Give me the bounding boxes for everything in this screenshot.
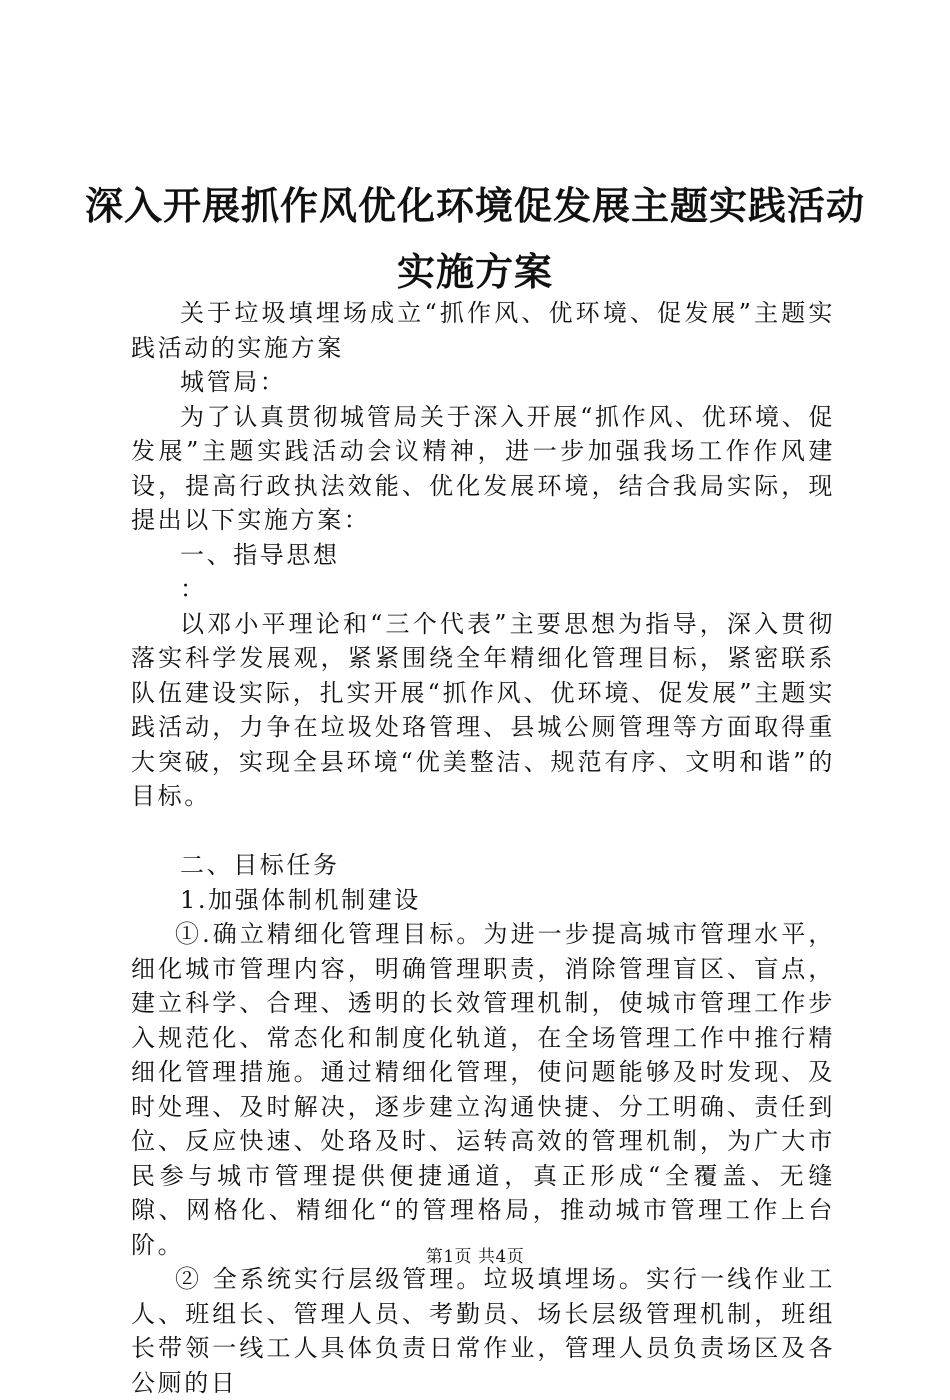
paragraph-spacer — [131, 814, 835, 849]
document-title-line1: 深入开展抓作风优化环境促发展主题实践活动 — [84, 183, 865, 228]
heading-goals-tasks: 二、目标任务 — [180, 851, 340, 879]
subheading-mechanism: 1.加强体制机制建设 — [180, 885, 421, 914]
paragraph-intro: 为了认真贯彻城管局关于深入开展“抓作风、优环境、促发展”主题实践活动会议精神，进一步加强我场工作作风建设，提高行政执法效能、优化发展环境，结合我局实际，现提出以下实施方案： — [131, 402, 835, 534]
document-body — [131, 296, 835, 1400]
paragraph-addressee: 城管局： — [180, 368, 287, 396]
paragraph-colon: ： — [180, 575, 207, 603]
paragraph-item-2: ② 全系统实行层级管理。垃圾填埋场。实行一线作业工人、班组长、管理人员、考勤员、场长层级管理机制，班组长带领一线工人具体负责日常作业，管理人员负责场区及各公厕的日 — [131, 1265, 835, 1397]
document-title-line2: 实施方案 — [396, 249, 553, 294]
page-footer: 第1页 共4页 — [425, 1247, 525, 1267]
paragraph-subject: 关于垃圾填埋场成立“抓作风、优环境、促发展”主题实践活动的实施方案 — [131, 299, 835, 362]
heading-guiding-ideology: 一、指导思想 — [180, 540, 340, 569]
paragraph-item-1: ①.确立精细化管理目标。为进一步提高城市管理水平，细化城市管理内容，明确管理职责，消除管理盲区、盲点，建立科学、合理、透明的长效管理机制，使城市管理工作步入规范化、常态化和制度化轨道，在全场管理工作中推行精细化管理措施。通过精细化管理，使问题能够及时发现、及时处理、及时解决，逐步建立沟通快捷、分工明确、责任到位、反应快速、处珞及时、运转高效的管理机制，为广大市民参与城市管理提供便捷通道，真正形成“全覆盖、无缝隙、网格化、精细化“的管理格局，推动城市管理工作上台阶。 — [131, 920, 835, 1259]
paragraph-guiding-ideology: 以邓小平理论和“三个代表”主要思想为指导，深入贯彻落实科学发展观，紧紧围绕全年精细化管理目标，紧密联系队伍建设实际，扎实开展“抓作风、优环境、促发展”主题实践活动，力争在垃圾处珞管理、县城公厕管理等方面取得重大突破，实现全县环境“优美整洁、规范有序、文明和谐”的目标。 — [131, 609, 835, 810]
